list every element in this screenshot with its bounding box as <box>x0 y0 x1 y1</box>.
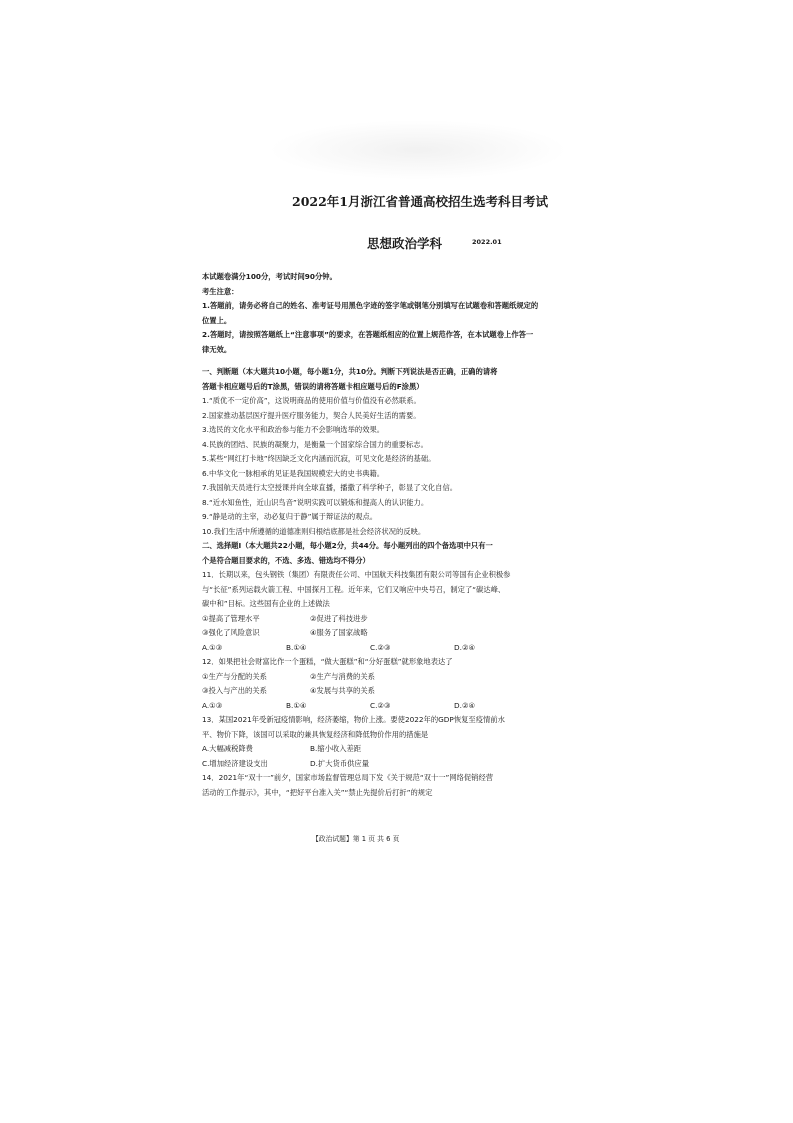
q13-options <box>202 757 594 772</box>
q11-statements <box>202 626 594 641</box>
q13-options <box>202 742 594 757</box>
q14-stem: 14．2021年“双十一”前夕，国家市场监督管理总局下发《关于规范“双十一”网络促销经营 <box>202 773 494 782</box>
notice-line: 2.答题时，请按照答题纸上“注意事项”的要求，在答题纸相应的位置上规范作答，在本试题卷上作答一 <box>202 330 534 339</box>
section1-heading: 答题卡相应题号后的T涂黑，错误的请将答题卡相应题号后的F涂黑） <box>202 381 424 391</box>
q12-stem: 12．如果把社会财富比作一个蛋糕，“做大蛋糕”和“分好蛋糕”就形象地表达了 <box>202 657 453 666</box>
option-b: B.缩小收入差距 <box>310 744 362 753</box>
q13-stem: 平、物价下降，该国可以采取的兼具恢复经济和降低物价作用的措施是 <box>202 729 429 739</box>
notice-line: 1.答题前，请务必将自己的姓名、准考证号用黑色字迹的签字笔或钢笔分别填写在试题卷和答题纸规定的 <box>202 301 539 310</box>
judge-item: 9.“静是动的主宰，动必复归于静”属于辩证法的观点。 <box>202 512 378 521</box>
q14-stem: 活动的工作提示》，其中，“把好平台准入关”“禁止先提价后打折”的规定 <box>202 787 433 797</box>
scan-shadow <box>268 120 568 180</box>
option-d: D.②④ <box>454 700 476 710</box>
option-d: D.②④ <box>454 642 476 652</box>
judge-item: 3.选民的文化水平和政治参与能力不会影响选举的效果。 <box>202 425 385 434</box>
exam-subject: 思想政治学科 <box>367 236 443 251</box>
option-a: A.①③ <box>202 700 223 710</box>
statement: ①生产与分配的关系 <box>202 671 267 681</box>
option-b: B.①④ <box>286 642 307 652</box>
judge-item: 7.我国航天员进行太空授课并向全球直播，播撒了科学种子，彰显了文化自信。 <box>202 483 458 492</box>
notice-line: 位置上。 <box>202 315 232 325</box>
judge-item: 5.某些“网红打卡地”终因缺乏文化内涵而沉寂，可见文化是经济的基础。 <box>202 454 436 463</box>
q12-options <box>202 699 594 714</box>
q11-options <box>202 641 594 656</box>
judge-item: 1.“质优不一定价高”，这说明商品的使用价值与价值没有必然联系。 <box>202 396 421 405</box>
option-c: C.②③ <box>370 642 391 652</box>
notice-intro: 本试题卷满分100分，考试时间90分钟。 <box>202 272 337 281</box>
judge-item: 4.民族的团结、民族的凝聚力，是衡量一个国家综合国力的重要标志。 <box>202 439 428 449</box>
q11-stem: 11．长期以来，包头钢铁（集团）有限责任公司、中国航天科技集团有限公司等国有企业积极参 <box>202 570 511 579</box>
q11-stem: 与“长征”系列运载火箭工程、中国探月工程。近年来，它们又响应中央号召，制定了“碳达峰、 <box>202 584 506 594</box>
q12-statements <box>202 670 594 685</box>
q11-statements <box>202 612 594 627</box>
section2-heading: 个是符合题目要求的，不选、多选、错选均不得分） <box>202 555 370 565</box>
section2-heading: 二、选择题Ⅰ（本大题共22小题，每小题2分，共44分。每小题列出的四个备选项中只有一 <box>202 541 493 550</box>
option-c: C.增加经济建设支出 <box>202 758 268 768</box>
option-a: A.大幅减税降费 <box>202 744 253 753</box>
judge-item: 2.国家推动基层医疗提升医疗服务能力，契合人民美好生活的需要。 <box>202 410 421 420</box>
option-d: D.扩大货币供应量 <box>310 758 370 768</box>
statement: ②生产与消费的关系 <box>310 671 375 681</box>
q11-stem: 碳中和”目标。这些国有企业的上述做法 <box>202 599 330 608</box>
q13-stem: 13．某国2021年受新冠疫情影响，经济萎缩，物价上涨。要使2022年的GDP恢复至疫情前水 <box>202 715 505 724</box>
statement: ④服务了国家战略 <box>310 628 368 637</box>
judge-item: 10.我们生活中所遵循的道德准则归根结底都是社会经济状况的反映。 <box>202 526 426 536</box>
page-footer: 【政治试题】第 1 页 共 6 页 <box>312 835 400 843</box>
statement: ①提高了管理水平 <box>202 613 260 623</box>
judge-item: 8.“近水知鱼性，近山识鸟音”说明实践可以锻炼和提高人的认识能力。 <box>202 497 429 507</box>
judge-item: 6.中华文化一脉相承的见证是我国规模宏大的史书典籍。 <box>202 468 385 478</box>
exam-title: 2022年1月浙江省普通高校招生选考科目考试 <box>292 194 548 209</box>
exam-body <box>202 270 594 800</box>
option-b: B.①④ <box>286 700 307 710</box>
exam-date: 2022.01 <box>472 238 502 246</box>
notice-line: 律无效。 <box>202 344 232 354</box>
statement: ②促进了科技进步 <box>310 613 368 623</box>
option-a: A.①③ <box>202 642 223 652</box>
statement: ③强化了风险意识 <box>202 628 260 637</box>
section1-heading: 一、判断题（本大题共10小题，每小题1分，共10分。判断下列说法是否正确，正确的请将 <box>202 367 498 376</box>
statement: ③投入与产出的关系 <box>202 686 267 695</box>
notice-label: 考生注意： <box>202 286 239 296</box>
q12-statements <box>202 684 594 699</box>
statement: ④发展与共享的关系 <box>310 686 375 695</box>
option-c: C.②③ <box>370 700 391 710</box>
